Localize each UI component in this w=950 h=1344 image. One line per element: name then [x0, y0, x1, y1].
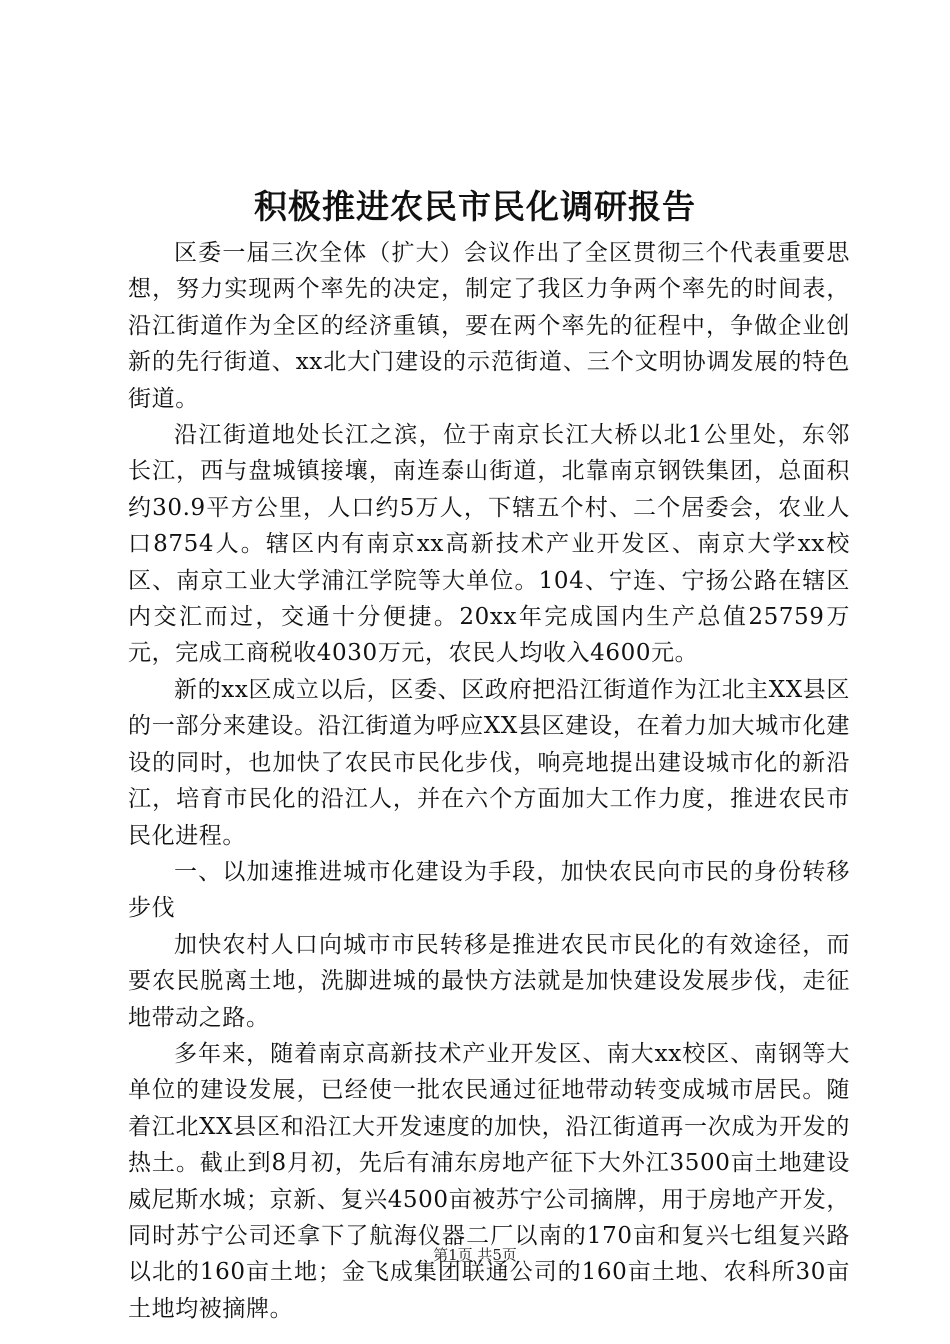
- page-number-footer: 第1页 共5页: [433, 1246, 517, 1264]
- paragraph: 多年来，随着南京高新技术产业开发区、南大xx校区、南钢等大单位的建设发展，已经使一批农民通过征地带动转变成城市居民。随着江北XX县区和沿江大开发速度的加快，沿江街道再一次成为开发的热土。截止到8月初，先后有浦东房地产征下大外江3500亩土地建设威尼斯水城；京新、复兴4500亩被苏宁公司摘牌，用于房地产开发，同时苏宁公司还拿下了航海仪器二厂以南的170亩和复兴七组复兴路以北的160亩土地；金飞成集团联通公司的160亩土地、农科所30亩土地均被摘牌。: [128, 1040, 850, 1322]
- paragraph: 加快农村人口向城市市民转移是推进农民市民化的有效途径，而要农民脱离土地，洗脚进城的最快方法就是加快建设发展步伐，走征地带动之路。: [128, 931, 850, 1031]
- paragraph: 区委一届三次全体（扩大）会议作出了全区贯彻三个代表重要思想，努力实现两个率先的决定，制定了我区力争两个率先的时间表，沿江街道作为全区的经济重镇，要在两个率先的征程中，争做企业创新的先行街道、xx北大门建设的示范街道、三个文明协调发展的特色街道。: [128, 240, 850, 412]
- document-title: 积极推进农民市民化调研报告: [254, 187, 696, 226]
- section-heading: 一、以加速推进城市化建设为手段，加快农民向市民的身份转移步伐: [128, 858, 850, 922]
- document-body: [128, 235, 850, 1327]
- paragraph: 新的xx区成立以后，区委、区政府把沿江街道作为江北主XX县区的一部分来建设。沿江街道为呼应XX县区建设，在着力加大城市化建设的同时，也加快了农民市民化步伐，响亮地提出建设城市化的新沿江，培育市民化的沿江人，并在六个方面加大工作力度，推进农民市民化进程。: [128, 676, 850, 849]
- paragraph: 沿江街道地处长江之滨，位于南京长江大桥以北1公里处，东邻长江，西与盘城镇接壤，南连泰山街道，北靠南京钢铁集团，总面积约30.9平方公里，人口约5万人，下辖五个村、二个居委会，农业人口8754人。辖区内有南京xx高新技术产业开发区、南京大学xx校区、南京工业大学浦江学院等大单位。104、宁连、宁扬公路在辖区内交汇而过，交通十分便捷。20xx年完成国内生产总值25759万元，完成工商税收4030万元，农民人均收入4600元。: [128, 422, 850, 667]
